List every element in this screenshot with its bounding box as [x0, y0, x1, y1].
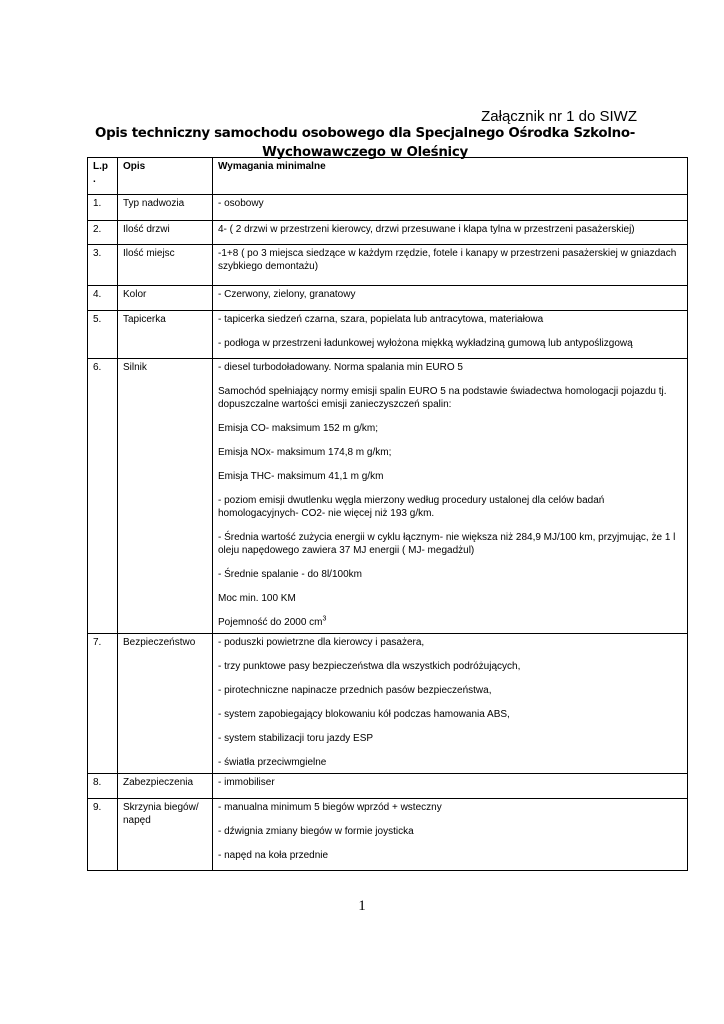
requirement-text: - dźwignia zmiany biegów w formie joysticka	[218, 826, 414, 837]
requirement-text: - tapicerka siedzeń czarna, szara, popielata lub antracytowa, materiałowa	[218, 314, 544, 325]
row-label: Ilość drzwi	[118, 221, 213, 245]
requirement-text: - napęd na koła przednie	[218, 850, 329, 861]
row-label: Kolor	[118, 286, 213, 311]
requirement-text: - Czerwony, zielony, granatowy	[218, 289, 356, 300]
header-opis: Opis	[118, 158, 213, 195]
row-label: Tapicerka	[118, 311, 213, 359]
annex-label: Załącznik nr 1 do SIWZ	[481, 108, 637, 125]
requirement-text: - diesel turbodoładowany. Norma spalania min EURO 5	[218, 362, 463, 373]
table-row	[88, 311, 688, 359]
requirement-text: 4- ( 2 drzwi w przestrzeni kierowcy, drzwi przesuwane i klapa tylna w przestrzeni pasażerskiej)	[218, 224, 635, 235]
table-row	[88, 774, 688, 799]
row-requirements	[213, 221, 688, 245]
row-requirements	[213, 359, 688, 634]
row-label: Skrzynia biegów/ napęd	[118, 799, 213, 871]
row-requirements	[213, 245, 688, 286]
requirement-text: - system stabilizacji toru jazdy ESP	[218, 733, 374, 744]
row-label: Bezpieczeństwo	[118, 634, 213, 774]
row-requirements	[213, 634, 688, 774]
header-lp: L.p .	[88, 158, 118, 195]
row-requirements	[213, 286, 688, 311]
row-number: 6.	[88, 359, 118, 634]
table-row	[88, 359, 688, 634]
requirement-text: Emisja CO- maksimum 152 m g/km;	[218, 423, 379, 434]
table-header-row	[88, 158, 688, 195]
requirement-text: - immobiliser	[218, 777, 275, 788]
row-label: Typ nadwozia	[118, 195, 213, 221]
requirement-text: - osobowy	[218, 198, 264, 209]
requirement-text: Samochód spełniający normy emisji spalin EURO 5 na podstawie świadectwa homologacji pojazdu tj. dopuszczalne wartości emisji zanieczyszczeń spalin:	[218, 386, 667, 410]
document-title: Opis techniczny samochodu osobowego dla Specjalnego Ośrodka Szkolno-Wychowawczego w Oleśnicy	[95, 126, 635, 160]
engine-capacity	[218, 616, 683, 629]
row-label: Zabezpieczenia	[118, 774, 213, 799]
table-row	[88, 221, 688, 245]
requirement-text: - trzy punktowe pasy bezpieczeństwa dla wszystkich podróżujących,	[218, 661, 521, 672]
header-requirements: Wymagania minimalne	[213, 158, 688, 195]
row-requirements	[213, 311, 688, 359]
row-number: 5.	[88, 311, 118, 359]
requirement-text: - pirotechniczne napinacze przednich pasów bezpieczeństwa,	[218, 685, 492, 696]
requirement-text: Moc min. 100 KM	[218, 593, 296, 604]
row-number: 2.	[88, 221, 118, 245]
table-row	[88, 286, 688, 311]
requirement-text: - poduszki powietrzne dla kierowcy i pasażera,	[218, 637, 425, 648]
page-number: 1	[358, 898, 366, 914]
table-row	[88, 799, 688, 871]
requirement-text: - manualna minimum 5 biegów wprzód + wsteczny	[218, 802, 442, 813]
row-number: 9.	[88, 799, 118, 871]
row-number: 3.	[88, 245, 118, 286]
row-number: 8.	[88, 774, 118, 799]
row-requirements	[213, 195, 688, 221]
requirement-text: Emisja NOx- maksimum 174,8 m g/km;	[218, 447, 392, 458]
row-number: 7.	[88, 634, 118, 774]
requirement-text: - światła przeciwmgielne	[218, 757, 327, 768]
row-number: 4.	[88, 286, 118, 311]
requirement-text: -1+8 ( po 3 miejsca siedzące w każdym rzędzie, fotele i kanapy w przestrzeni pasażerskiej w gniazdach szybkiego demontażu)	[218, 248, 677, 272]
table-row	[88, 634, 688, 774]
table-row	[88, 195, 688, 221]
row-label: Silnik	[118, 359, 213, 634]
requirement-text: - Średnie spalanie - do 8l/100km	[218, 569, 362, 580]
table-row	[88, 245, 688, 286]
spec-table	[87, 157, 688, 871]
row-label: Ilość miejsc	[118, 245, 213, 286]
requirement-text: - Średnia wartość zużycia energii w cyklu łącznym- nie większa niż 284,9 MJ/100 km, przyjmując, że 1 l oleju napędowego zawiera 37 MJ energii ( MJ- megadżul)	[218, 532, 676, 556]
engine-capacity-text: Pojemność do 2000 cm	[218, 617, 323, 628]
requirement-text: - podłoga w przestrzeni ładunkowej wyłożona miękką wykładziną gumową lub antypoślizgową	[218, 338, 633, 349]
requirement-text: - system zapobiegający blokowaniu kół podczas hamowania ABS,	[218, 709, 510, 720]
row-requirements	[213, 774, 688, 799]
requirement-text: - poziom emisji dwutlenku węgla mierzony według procedury ustalonej dla celów badań homologacyjnych- CO2- nie więcej niż 193 g/km.	[218, 495, 605, 519]
row-number: 1.	[88, 195, 118, 221]
row-requirements	[213, 799, 688, 871]
engine-capacity-unit-exponent: 3	[322, 615, 327, 623]
requirement-text: Emisja THC- maksimum 41,1 m g/km	[218, 471, 384, 482]
